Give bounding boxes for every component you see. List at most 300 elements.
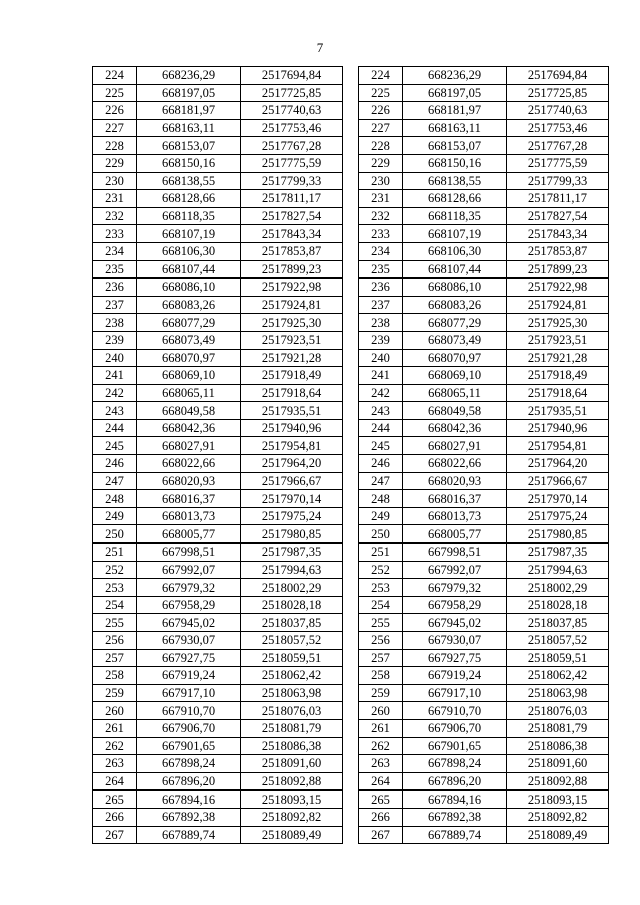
point-number-cell: 238 [93, 314, 137, 332]
x-coordinate-cell: 668070,97 [403, 349, 507, 367]
y-coordinate-cell: 2517970,14 [241, 490, 343, 508]
point-number-cell: 265 [93, 790, 137, 808]
point-number-cell: 262 [93, 737, 137, 755]
table-row [359, 596, 609, 614]
point-number-cell: 257 [93, 649, 137, 667]
table-row [359, 490, 609, 508]
point-number-cell: 260 [93, 702, 137, 720]
x-coordinate-cell: 667892,38 [403, 808, 507, 826]
x-coordinate-cell: 667930,07 [403, 632, 507, 650]
x-coordinate-cell: 668197,05 [137, 84, 241, 102]
y-coordinate-cell: 2517740,63 [241, 102, 343, 120]
table-row [93, 102, 343, 120]
x-coordinate-cell: 667889,74 [137, 826, 241, 844]
x-coordinate-cell: 668236,29 [137, 67, 241, 85]
point-number-cell: 234 [359, 242, 403, 260]
x-coordinate-cell: 668153,07 [403, 137, 507, 155]
x-coordinate-cell: 667906,70 [137, 719, 241, 737]
y-coordinate-cell: 2517940,96 [241, 419, 343, 437]
x-coordinate-cell: 667901,65 [403, 737, 507, 755]
point-number-cell: 241 [93, 367, 137, 385]
table-row [359, 172, 609, 190]
x-coordinate-cell: 667896,20 [137, 772, 241, 790]
y-coordinate-cell: 2517921,28 [241, 349, 343, 367]
table-row [359, 755, 609, 773]
y-coordinate-cell: 2518092,82 [241, 808, 343, 826]
point-number-cell: 226 [359, 102, 403, 120]
point-number-cell: 265 [359, 790, 403, 808]
point-number-cell: 254 [359, 596, 403, 614]
point-number-cell: 263 [93, 755, 137, 773]
x-coordinate-cell: 668083,26 [403, 296, 507, 314]
point-number-cell: 247 [93, 472, 137, 490]
x-coordinate-cell: 667979,32 [403, 579, 507, 597]
table-row [359, 561, 609, 579]
x-coordinate-cell: 667919,24 [403, 667, 507, 685]
point-number-cell: 259 [359, 684, 403, 702]
point-number-cell: 235 [93, 260, 137, 278]
x-coordinate-cell: 668042,36 [137, 419, 241, 437]
x-coordinate-cell: 668069,10 [137, 367, 241, 385]
x-coordinate-cell: 668163,11 [137, 119, 241, 137]
x-coordinate-cell: 667927,75 [403, 649, 507, 667]
x-coordinate-cell: 668065,11 [403, 384, 507, 402]
y-coordinate-cell: 2517853,87 [507, 242, 609, 260]
table-row [93, 737, 343, 755]
y-coordinate-cell: 2518091,60 [507, 755, 609, 773]
x-coordinate-cell: 668070,97 [137, 349, 241, 367]
y-coordinate-cell: 2517970,14 [507, 490, 609, 508]
x-coordinate-cell: 667901,65 [137, 737, 241, 755]
point-number-cell: 253 [93, 579, 137, 597]
x-coordinate-cell: 668073,49 [137, 331, 241, 349]
table-row [359, 455, 609, 473]
y-coordinate-cell: 2518093,15 [507, 790, 609, 808]
point-number-cell: 247 [359, 472, 403, 490]
point-number-cell: 252 [359, 561, 403, 579]
x-coordinate-cell: 667992,07 [137, 561, 241, 579]
y-coordinate-cell: 2517843,34 [507, 225, 609, 243]
table-row [359, 614, 609, 632]
page-number: 7 [316, 40, 324, 55]
point-number-cell: 232 [93, 207, 137, 225]
point-number-cell: 253 [359, 579, 403, 597]
point-number-cell: 251 [93, 543, 137, 561]
x-coordinate-cell: 668027,91 [137, 437, 241, 455]
table-row [359, 472, 609, 490]
table-row [93, 790, 343, 808]
x-coordinate-cell: 668150,16 [137, 154, 241, 172]
table-row [93, 207, 343, 225]
y-coordinate-cell: 2518086,38 [507, 737, 609, 755]
y-coordinate-cell: 2518076,03 [507, 702, 609, 720]
point-number-cell: 242 [359, 384, 403, 402]
table-row [359, 808, 609, 826]
y-coordinate-cell: 2517775,59 [241, 154, 343, 172]
y-coordinate-cell: 2518028,18 [507, 596, 609, 614]
table-row [93, 331, 343, 349]
y-coordinate-cell: 2517924,81 [241, 296, 343, 314]
point-number-cell: 236 [93, 278, 137, 296]
point-number-cell: 267 [93, 826, 137, 844]
y-coordinate-cell: 2517918,64 [507, 384, 609, 402]
x-coordinate-cell: 667927,75 [137, 649, 241, 667]
y-coordinate-cell: 2518081,79 [241, 719, 343, 737]
x-coordinate-cell: 668016,37 [403, 490, 507, 508]
point-number-cell: 243 [93, 402, 137, 420]
y-coordinate-cell: 2518076,03 [241, 702, 343, 720]
x-coordinate-cell: 667896,20 [403, 772, 507, 790]
x-coordinate-cell: 668083,26 [137, 296, 241, 314]
point-number-cell: 252 [93, 561, 137, 579]
x-coordinate-cell: 668128,66 [137, 190, 241, 208]
point-number-cell: 235 [359, 260, 403, 278]
y-coordinate-cell: 2517921,28 [507, 349, 609, 367]
x-coordinate-cell: 668181,97 [137, 102, 241, 120]
table-row [359, 67, 609, 85]
point-number-cell: 255 [359, 614, 403, 632]
table-row [93, 525, 343, 543]
table-row [93, 296, 343, 314]
coordinates-table-left [92, 66, 343, 844]
table-row [93, 579, 343, 597]
x-coordinate-cell: 668077,29 [403, 314, 507, 332]
y-coordinate-cell: 2517725,85 [507, 84, 609, 102]
coordinates-table-right-body [359, 67, 609, 844]
y-coordinate-cell: 2517767,28 [241, 137, 343, 155]
x-coordinate-cell: 667945,02 [137, 614, 241, 632]
table-row [359, 419, 609, 437]
x-coordinate-cell: 668150,16 [403, 154, 507, 172]
x-coordinate-cell: 667917,10 [403, 684, 507, 702]
point-number-cell: 264 [359, 772, 403, 790]
y-coordinate-cell: 2518028,18 [241, 596, 343, 614]
point-number-cell: 257 [359, 649, 403, 667]
y-coordinate-cell: 2517899,23 [241, 260, 343, 278]
y-coordinate-cell: 2517827,54 [241, 207, 343, 225]
table-row [93, 402, 343, 420]
point-number-cell: 243 [359, 402, 403, 420]
coordinates-table-right [358, 66, 609, 844]
x-coordinate-cell: 668020,93 [137, 472, 241, 490]
y-coordinate-cell: 2517975,24 [507, 507, 609, 525]
y-coordinate-cell: 2517899,23 [507, 260, 609, 278]
table-row [93, 349, 343, 367]
x-coordinate-cell: 668005,77 [403, 525, 507, 543]
y-coordinate-cell: 2517775,59 [507, 154, 609, 172]
x-coordinate-cell: 667892,38 [137, 808, 241, 826]
y-coordinate-cell: 2517987,35 [241, 543, 343, 561]
table-row [359, 278, 609, 296]
table-row [359, 772, 609, 790]
x-coordinate-cell: 667894,16 [137, 790, 241, 808]
table-row [359, 579, 609, 597]
point-number-cell: 228 [359, 137, 403, 155]
point-number-cell: 236 [359, 278, 403, 296]
point-number-cell: 241 [359, 367, 403, 385]
table-row [93, 472, 343, 490]
y-coordinate-cell: 2517753,46 [507, 119, 609, 137]
x-coordinate-cell: 667958,29 [403, 596, 507, 614]
point-number-cell: 264 [93, 772, 137, 790]
y-coordinate-cell: 2517925,30 [507, 314, 609, 332]
x-coordinate-cell: 667979,32 [137, 579, 241, 597]
x-coordinate-cell: 668197,05 [403, 84, 507, 102]
table-row [93, 632, 343, 650]
y-coordinate-cell: 2517753,46 [241, 119, 343, 137]
y-coordinate-cell: 2517925,30 [241, 314, 343, 332]
table-row [359, 119, 609, 137]
y-coordinate-cell: 2518086,38 [241, 737, 343, 755]
table-row [93, 154, 343, 172]
table-row [359, 632, 609, 650]
point-number-cell: 233 [359, 225, 403, 243]
y-coordinate-cell: 2518091,60 [241, 755, 343, 773]
y-coordinate-cell: 2517767,28 [507, 137, 609, 155]
x-coordinate-cell: 667992,07 [403, 561, 507, 579]
point-number-cell: 225 [93, 84, 137, 102]
point-number-cell: 255 [93, 614, 137, 632]
x-coordinate-cell: 667906,70 [403, 719, 507, 737]
y-coordinate-cell: 2518037,85 [241, 614, 343, 632]
point-number-cell: 246 [93, 455, 137, 473]
table-row [93, 242, 343, 260]
table-row [93, 561, 343, 579]
y-coordinate-cell: 2517924,81 [507, 296, 609, 314]
y-coordinate-cell: 2517935,51 [507, 402, 609, 420]
table-row [359, 207, 609, 225]
table-row [93, 596, 343, 614]
table-row [93, 314, 343, 332]
point-number-cell: 229 [93, 154, 137, 172]
point-number-cell: 227 [93, 119, 137, 137]
y-coordinate-cell: 2517694,84 [241, 67, 343, 85]
x-coordinate-cell: 667998,51 [403, 543, 507, 561]
y-coordinate-cell: 2518037,85 [507, 614, 609, 632]
y-coordinate-cell: 2517811,17 [507, 190, 609, 208]
table-row [359, 437, 609, 455]
point-number-cell: 237 [93, 296, 137, 314]
x-coordinate-cell: 668086,10 [403, 278, 507, 296]
y-coordinate-cell: 2518002,29 [507, 579, 609, 597]
point-number-cell: 246 [359, 455, 403, 473]
table-row [93, 119, 343, 137]
x-coordinate-cell: 667889,74 [403, 826, 507, 844]
point-number-cell: 254 [93, 596, 137, 614]
table-row [359, 154, 609, 172]
point-number-cell: 248 [359, 490, 403, 508]
y-coordinate-cell: 2518092,82 [507, 808, 609, 826]
table-row [93, 437, 343, 455]
y-coordinate-cell: 2517694,84 [507, 67, 609, 85]
x-coordinate-cell: 667930,07 [137, 632, 241, 650]
y-coordinate-cell: 2517922,98 [241, 278, 343, 296]
point-number-cell: 231 [359, 190, 403, 208]
x-coordinate-cell: 668020,93 [403, 472, 507, 490]
x-coordinate-cell: 668016,37 [137, 490, 241, 508]
table-row [93, 667, 343, 685]
y-coordinate-cell: 2518093,15 [241, 790, 343, 808]
table-row [359, 790, 609, 808]
x-coordinate-cell: 668118,35 [137, 207, 241, 225]
point-number-cell: 251 [359, 543, 403, 561]
y-coordinate-cell: 2517923,51 [507, 331, 609, 349]
x-coordinate-cell: 668013,73 [137, 507, 241, 525]
point-number-cell: 244 [359, 419, 403, 437]
y-coordinate-cell: 2517918,64 [241, 384, 343, 402]
x-coordinate-cell: 667945,02 [403, 614, 507, 632]
y-coordinate-cell: 2517994,63 [507, 561, 609, 579]
point-number-cell: 248 [93, 490, 137, 508]
point-number-cell: 239 [93, 331, 137, 349]
table-row [93, 172, 343, 190]
point-number-cell: 242 [93, 384, 137, 402]
y-coordinate-cell: 2517843,34 [241, 225, 343, 243]
y-coordinate-cell: 2517799,33 [507, 172, 609, 190]
y-coordinate-cell: 2518002,29 [241, 579, 343, 597]
table-row [359, 826, 609, 844]
y-coordinate-cell: 2517954,81 [241, 437, 343, 455]
point-number-cell: 229 [359, 154, 403, 172]
point-number-cell: 266 [359, 808, 403, 826]
table-row [93, 719, 343, 737]
point-number-cell: 228 [93, 137, 137, 155]
coordinates-table-left-body [93, 67, 343, 844]
x-coordinate-cell: 668022,66 [403, 455, 507, 473]
table-row [359, 667, 609, 685]
table-row [93, 260, 343, 278]
x-coordinate-cell: 668042,36 [403, 419, 507, 437]
table-row [359, 242, 609, 260]
y-coordinate-cell: 2518057,52 [241, 632, 343, 650]
point-number-cell: 226 [93, 102, 137, 120]
x-coordinate-cell: 668118,35 [403, 207, 507, 225]
y-coordinate-cell: 2518089,49 [241, 826, 343, 844]
x-coordinate-cell: 668107,44 [137, 260, 241, 278]
y-coordinate-cell: 2517922,98 [507, 278, 609, 296]
point-number-cell: 240 [359, 349, 403, 367]
table-row [359, 702, 609, 720]
table-row [359, 525, 609, 543]
point-number-cell: 240 [93, 349, 137, 367]
table-row [359, 367, 609, 385]
point-number-cell: 260 [359, 702, 403, 720]
point-number-cell: 225 [359, 84, 403, 102]
y-coordinate-cell: 2518059,51 [507, 649, 609, 667]
table-row [93, 490, 343, 508]
point-number-cell: 239 [359, 331, 403, 349]
y-coordinate-cell: 2517966,67 [507, 472, 609, 490]
table-row [359, 737, 609, 755]
y-coordinate-cell: 2518063,98 [241, 684, 343, 702]
point-number-cell: 250 [93, 525, 137, 543]
table-row [359, 84, 609, 102]
y-coordinate-cell: 2517980,85 [507, 525, 609, 543]
point-number-cell: 262 [359, 737, 403, 755]
x-coordinate-cell: 668128,66 [403, 190, 507, 208]
y-coordinate-cell: 2517918,49 [507, 367, 609, 385]
point-number-cell: 232 [359, 207, 403, 225]
x-coordinate-cell: 667894,16 [403, 790, 507, 808]
y-coordinate-cell: 2517966,67 [241, 472, 343, 490]
table-row [359, 402, 609, 420]
point-number-cell: 256 [93, 632, 137, 650]
point-number-cell: 261 [93, 719, 137, 737]
point-number-cell: 250 [359, 525, 403, 543]
table-row [93, 84, 343, 102]
x-coordinate-cell: 668107,19 [137, 225, 241, 243]
x-coordinate-cell: 668027,91 [403, 437, 507, 455]
y-coordinate-cell: 2517980,85 [241, 525, 343, 543]
point-number-cell: 245 [93, 437, 137, 455]
table-row [359, 684, 609, 702]
table-row [359, 331, 609, 349]
x-coordinate-cell: 668138,55 [403, 172, 507, 190]
x-coordinate-cell: 667898,24 [137, 755, 241, 773]
x-coordinate-cell: 668236,29 [403, 67, 507, 85]
y-coordinate-cell: 2517811,17 [241, 190, 343, 208]
table-row [359, 190, 609, 208]
y-coordinate-cell: 2518092,88 [241, 772, 343, 790]
x-coordinate-cell: 668005,77 [137, 525, 241, 543]
x-coordinate-cell: 667958,29 [137, 596, 241, 614]
table-row [359, 384, 609, 402]
x-coordinate-cell: 668107,44 [403, 260, 507, 278]
point-number-cell: 238 [359, 314, 403, 332]
y-coordinate-cell: 2517740,63 [507, 102, 609, 120]
table-row [359, 102, 609, 120]
point-number-cell: 266 [93, 808, 137, 826]
table-row [93, 755, 343, 773]
y-coordinate-cell: 2517964,20 [507, 455, 609, 473]
y-coordinate-cell: 2518063,98 [507, 684, 609, 702]
x-coordinate-cell: 668049,58 [137, 402, 241, 420]
table-row [93, 772, 343, 790]
x-coordinate-cell: 668086,10 [137, 278, 241, 296]
table-row [93, 649, 343, 667]
x-coordinate-cell: 668069,10 [403, 367, 507, 385]
x-coordinate-cell: 667998,51 [137, 543, 241, 561]
point-number-cell: 259 [93, 684, 137, 702]
table-row [93, 278, 343, 296]
x-coordinate-cell: 668049,58 [403, 402, 507, 420]
table-row [93, 826, 343, 844]
y-coordinate-cell: 2517935,51 [241, 402, 343, 420]
y-coordinate-cell: 2517853,87 [241, 242, 343, 260]
table-row [359, 349, 609, 367]
table-row [93, 137, 343, 155]
table-row [359, 296, 609, 314]
table-row [93, 702, 343, 720]
table-row [359, 137, 609, 155]
x-coordinate-cell: 667910,70 [137, 702, 241, 720]
x-coordinate-cell: 668065,11 [137, 384, 241, 402]
x-coordinate-cell: 668181,97 [403, 102, 507, 120]
x-coordinate-cell: 668138,55 [137, 172, 241, 190]
x-coordinate-cell: 668022,66 [137, 455, 241, 473]
point-number-cell: 249 [93, 507, 137, 525]
table-row [359, 314, 609, 332]
point-number-cell: 237 [359, 296, 403, 314]
y-coordinate-cell: 2517994,63 [241, 561, 343, 579]
table-row [359, 543, 609, 561]
point-number-cell: 227 [359, 119, 403, 137]
y-coordinate-cell: 2517918,49 [241, 367, 343, 385]
y-coordinate-cell: 2518092,88 [507, 772, 609, 790]
y-coordinate-cell: 2517975,24 [241, 507, 343, 525]
point-number-cell: 258 [359, 667, 403, 685]
table-row [93, 367, 343, 385]
